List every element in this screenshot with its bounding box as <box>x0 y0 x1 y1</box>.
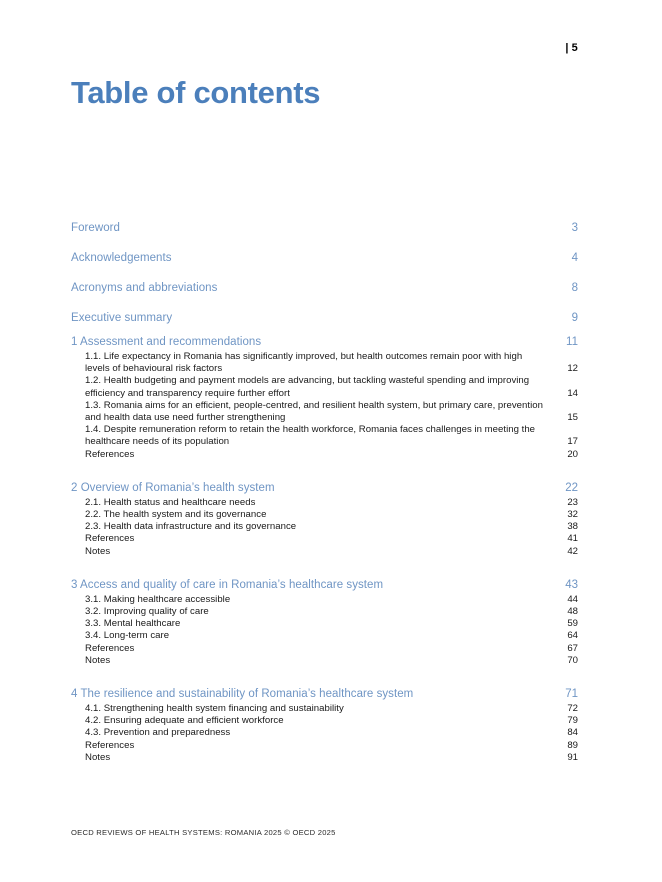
toc-subentry-2-3[interactable] <box>71 521 578 533</box>
toc-entry-page: 3 <box>571 222 578 234</box>
chapter-heading-label: 1 Assessment and recommendations <box>71 336 262 348</box>
toc-subentry-page: 38 <box>567 521 578 533</box>
toc-subentry-label: 3.3. Mental healthcare <box>85 618 181 630</box>
toc-subentry-3-2[interactable] <box>71 606 578 618</box>
toc-subentry-page: 32 <box>567 509 578 521</box>
toc-subentry-page: 89 <box>567 739 578 751</box>
toc-subentry-4-references[interactable] <box>71 740 578 752</box>
toc-subentry-page: 20 <box>567 448 578 460</box>
toc-subentry-page: 23 <box>567 496 578 508</box>
toc-subentry-4-3[interactable] <box>71 727 578 739</box>
toc-subentry-page: 14 <box>567 387 578 399</box>
toc-subentry-label: Notes <box>85 751 111 763</box>
toc-subentry-label: 2.1. Health status and healthcare needs <box>85 496 256 508</box>
chapter-heading-4[interactable] <box>71 685 578 703</box>
toc-subentry-page: 70 <box>567 654 578 666</box>
chapter-heading-page: 11 <box>566 336 578 348</box>
chapter-group-4 <box>71 685 578 764</box>
toc-subentry-3-notes[interactable] <box>71 655 578 667</box>
toc-subentry-page: 41 <box>567 533 578 545</box>
toc-subentry-label: 4.3. Prevention and preparedness <box>85 727 231 739</box>
table-of-contents <box>71 213 578 764</box>
toc-entry-label: Executive summary <box>71 312 173 324</box>
chapter-heading-label: 3 Access and quality of care in Romania’s healthcare system <box>71 578 384 591</box>
toc-subentry-page: 48 <box>567 606 578 618</box>
header-rule: | <box>565 42 569 54</box>
toc-subentry-label: 1.2. Health budgeting and payment models are advancing, but tackling wasteful spending and improving efficiency and transparency require further effort <box>85 375 530 399</box>
toc-subentry-2-references[interactable] <box>71 533 578 545</box>
toc-entry-page: 9 <box>571 312 578 324</box>
toc-subentry-4-2[interactable] <box>71 715 578 727</box>
toc-subentry-1-references[interactable] <box>71 449 578 461</box>
toc-entry-executive-summary[interactable] <box>71 303 578 333</box>
toc-subentry-page: 91 <box>567 751 578 763</box>
header-page-number: 5 <box>571 42 578 54</box>
toc-subentry-label: Notes <box>85 545 111 557</box>
toc-subentry-page: 59 <box>567 618 578 630</box>
chapter-group-3 <box>71 576 578 667</box>
toc-subentry-page: 64 <box>567 630 578 642</box>
toc-subentry-label: 1.4. Despite remuneration reform to retain the health workforce, Romania faces challenges in meeting the healthcare needs of its population <box>85 424 536 448</box>
toc-entry-page: 8 <box>571 282 578 294</box>
toc-subentry-1-3[interactable] <box>71 400 578 424</box>
toc-entry-label: Acknowledgements <box>71 252 172 264</box>
toc-subentry-label: 3.1. Making healthcare accessible <box>85 593 231 605</box>
toc-subentry-1-2[interactable] <box>71 375 578 399</box>
toc-entry-label: Foreword <box>71 222 120 234</box>
toc-subentry-4-1[interactable] <box>71 703 578 715</box>
toc-subentry-2-1[interactable] <box>71 497 578 509</box>
toc-subentry-page: 72 <box>567 703 578 715</box>
toc-subentry-page: 15 <box>567 412 578 424</box>
chapter-heading-page: 22 <box>565 481 578 494</box>
toc-subentry-page: 79 <box>567 715 578 727</box>
toc-subentry-page: 67 <box>567 642 578 654</box>
toc-entry-label: Acronyms and abbreviations <box>71 282 218 294</box>
chapter-heading-page: 43 <box>565 578 578 591</box>
page-title: Table of contents <box>71 75 321 110</box>
toc-subentry-label: References <box>85 448 135 460</box>
toc-subentry-label: 3.4. Long-term care <box>85 630 170 642</box>
toc-entry-page: 4 <box>571 252 578 264</box>
toc-subentry-page: 12 <box>567 363 578 375</box>
toc-subentry-1-4[interactable] <box>71 424 578 448</box>
toc-subentry-label: 2.2. The health system and its governance <box>85 509 267 521</box>
toc-subentry-page: 84 <box>567 727 578 739</box>
toc-subentry-label: 1.1. Life expectancy in Romania has significantly improved, but health outcomes remain poor with high levels of behavioural risk factors <box>85 351 523 375</box>
toc-subentry-label: Notes <box>85 654 111 666</box>
toc-subentry-label: 3.2. Improving quality of care <box>85 606 209 618</box>
chapter-heading-label: 4 The resilience and sustainability of Romania’s healthcare system <box>71 688 414 701</box>
toc-entry-acknowledgements[interactable] <box>71 243 578 273</box>
chapter-group-1 <box>71 333 578 461</box>
toc-subentry-3-references[interactable] <box>71 643 578 655</box>
toc-subentry-label: 2.3. Health data infrastructure and its governance <box>85 521 297 533</box>
chapter-heading-1[interactable] <box>71 333 578 351</box>
toc-subentry-2-2[interactable] <box>71 509 578 521</box>
chapter-group-2 <box>71 479 578 558</box>
chapter-heading-label: 2 Overview of Romania’s health system <box>71 481 275 494</box>
toc-subentry-page: 44 <box>567 593 578 605</box>
toc-entry-acronyms-and-abbreviations[interactable] <box>71 273 578 303</box>
toc-subentry-3-4[interactable] <box>71 630 578 642</box>
toc-subentry-3-1[interactable] <box>71 594 578 606</box>
page-footer: OECD REVIEWS OF HEALTH SYSTEMS: ROMANIA 2025 © OECD 2025 <box>71 828 336 837</box>
chapter-heading-3[interactable] <box>71 576 578 594</box>
toc-subentry-4-notes[interactable] <box>71 752 578 764</box>
toc-subentry-1-1[interactable] <box>71 351 578 375</box>
front-matter-list <box>71 213 578 333</box>
toc-subentry-label: 4.1. Strengthening health system financing and sustainability <box>85 703 344 715</box>
chapter-heading-2[interactable] <box>71 479 578 497</box>
toc-subentry-label: References <box>85 739 135 751</box>
toc-subentry-2-notes[interactable] <box>71 546 578 558</box>
toc-subentry-label: 1.3. Romania aims for an efficient, people-centred, and resilient health system, but primary care, prevention and health data use need further strengthening <box>85 399 543 424</box>
toc-subentry-label: References <box>85 533 135 545</box>
toc-subentry-page: 42 <box>567 545 578 557</box>
chapter-heading-page: 71 <box>565 688 578 701</box>
toc-entry-foreword[interactable] <box>71 213 578 243</box>
toc-subentry-3-3[interactable] <box>71 618 578 630</box>
toc-subentry-page: 17 <box>567 436 578 448</box>
running-header <box>72 42 578 54</box>
toc-subentry-label: References <box>85 642 135 654</box>
toc-subentry-label: 4.2. Ensuring adequate and efficient workforce <box>85 715 284 727</box>
